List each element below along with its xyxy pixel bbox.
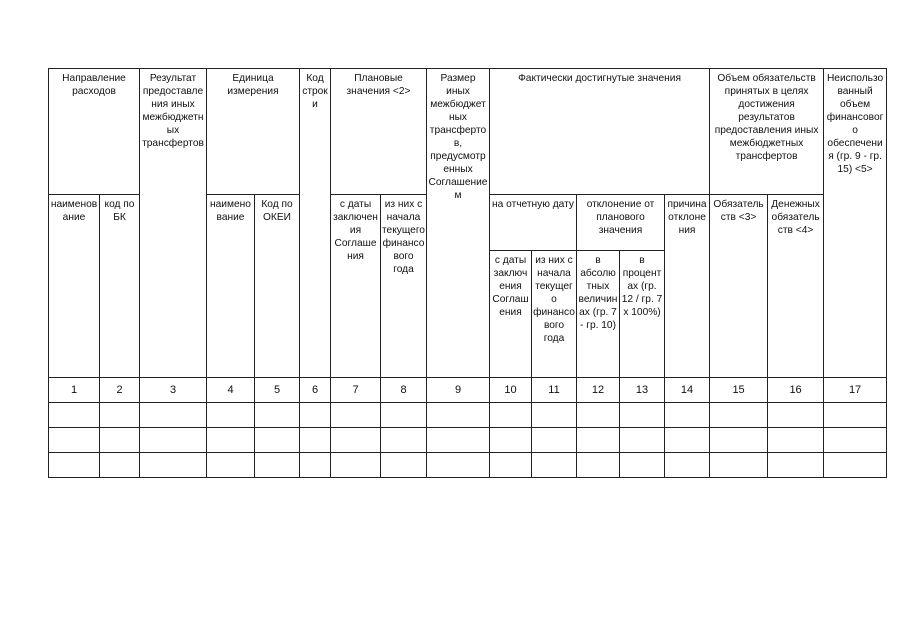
empty-cell — [331, 403, 381, 428]
empty-cell — [207, 403, 255, 428]
empty-cell — [665, 403, 710, 428]
header-actual: Фактически достигнутые значения — [490, 69, 710, 195]
header-deviation-abs: в абсолютных величинах (гр. 7 - гр. 10) — [577, 251, 620, 378]
column-number: 8 — [381, 378, 427, 403]
header-name: наименование — [49, 195, 100, 378]
empty-cell — [710, 453, 768, 478]
empty-cell — [300, 453, 331, 478]
header-plan-from-date: с даты заключения Соглашения — [331, 195, 381, 378]
empty-cell — [207, 453, 255, 478]
column-number: 10 — [490, 378, 532, 403]
header-deviation: отклонение от планового значения — [577, 195, 665, 251]
header-amount: Размер иных межбюджетных трансфертов, предусмотренных Соглашением — [427, 69, 490, 378]
column-number: 16 — [768, 378, 824, 403]
empty-cell — [577, 453, 620, 478]
empty-cell — [824, 453, 887, 478]
empty-cell — [255, 453, 300, 478]
column-number: 9 — [427, 378, 490, 403]
empty-cell — [824, 403, 887, 428]
column-number: 17 — [824, 378, 887, 403]
column-number: 13 — [620, 378, 665, 403]
header-on-date: на отчетную дату — [490, 195, 577, 251]
header-deviation-pct: в процентах (гр. 12 / гр. 7 х 100%) — [620, 251, 665, 378]
empty-cell — [665, 428, 710, 453]
header-actual-from-date: с даты заключения Соглашения — [490, 251, 532, 378]
empty-cell — [532, 428, 577, 453]
column-number: 14 — [665, 378, 710, 403]
column-number-row — [49, 378, 887, 403]
header-obligations-b: Денежных обязательств <4> — [768, 195, 824, 378]
empty-cell — [768, 403, 824, 428]
empty-cell — [710, 403, 768, 428]
header-okei: Код по ОКЕИ — [255, 195, 300, 378]
header-reasons: причина отклонения — [665, 195, 710, 378]
header-unit: Единица измерения — [207, 69, 300, 195]
empty-cell — [255, 428, 300, 453]
empty-cell — [577, 403, 620, 428]
header-plan-from-year: из них с начала текущего финансового года — [381, 195, 427, 378]
empty-cell — [140, 453, 207, 478]
column-number: 2 — [100, 378, 140, 403]
empty-cell — [620, 428, 665, 453]
empty-cell — [824, 428, 887, 453]
empty-cell — [768, 453, 824, 478]
header-code-bk: код по БК — [100, 195, 140, 378]
empty-cell — [577, 428, 620, 453]
empty-cell — [620, 453, 665, 478]
empty-cell — [665, 453, 710, 478]
empty-cell — [300, 428, 331, 453]
empty-cell — [490, 453, 532, 478]
empty-cell — [532, 453, 577, 478]
empty-cell — [140, 428, 207, 453]
header-planned: Плановые значения <2> — [331, 69, 427, 195]
empty-cell — [620, 403, 665, 428]
column-number: 12 — [577, 378, 620, 403]
empty-cell — [427, 403, 490, 428]
empty-cell — [532, 403, 577, 428]
empty-cell — [140, 403, 207, 428]
header-obligations: Объем обязательств принятых в целях достижения результатов предоставления иных межбюджетных трансфертов — [710, 69, 824, 195]
column-number: 6 — [300, 378, 331, 403]
empty-cell — [100, 403, 140, 428]
empty-cell — [207, 428, 255, 453]
empty-cell — [300, 403, 331, 428]
column-number: 15 — [710, 378, 768, 403]
report-table — [48, 68, 887, 478]
empty-cell — [381, 428, 427, 453]
column-number: 5 — [255, 378, 300, 403]
empty-row — [49, 403, 887, 428]
header-unused: Неиспользованный объем финансового обеспечения (гр. 9 - гр. 15) <5> — [824, 69, 887, 378]
column-number: 4 — [207, 378, 255, 403]
header-directions: Направление расходов — [49, 69, 140, 195]
column-number: 11 — [532, 378, 577, 403]
header-result: Результат предоставления иных межбюджетных трансфертов — [140, 69, 207, 378]
empty-cell — [100, 453, 140, 478]
header-code-row: Код строки — [300, 69, 331, 378]
empty-cell — [768, 428, 824, 453]
header-obligations-a: Обязательств <3> — [710, 195, 768, 378]
column-number: 1 — [49, 378, 100, 403]
empty-cell — [490, 428, 532, 453]
empty-row — [49, 453, 887, 478]
header-actual-from-year: из них с начала текущего финансового года — [532, 251, 577, 378]
header-unit-name: наименование — [207, 195, 255, 378]
column-number: 3 — [140, 378, 207, 403]
empty-cell — [100, 428, 140, 453]
empty-cell — [381, 403, 427, 428]
empty-cell — [490, 403, 532, 428]
empty-cell — [49, 453, 100, 478]
empty-cell — [49, 403, 100, 428]
empty-cell — [710, 428, 768, 453]
empty-cell — [331, 453, 381, 478]
column-number: 7 — [331, 378, 381, 403]
empty-row — [49, 428, 887, 453]
empty-cell — [427, 428, 490, 453]
empty-cell — [331, 428, 381, 453]
empty-cell — [381, 453, 427, 478]
empty-cell — [427, 453, 490, 478]
empty-cell — [49, 428, 100, 453]
empty-cell — [255, 403, 300, 428]
